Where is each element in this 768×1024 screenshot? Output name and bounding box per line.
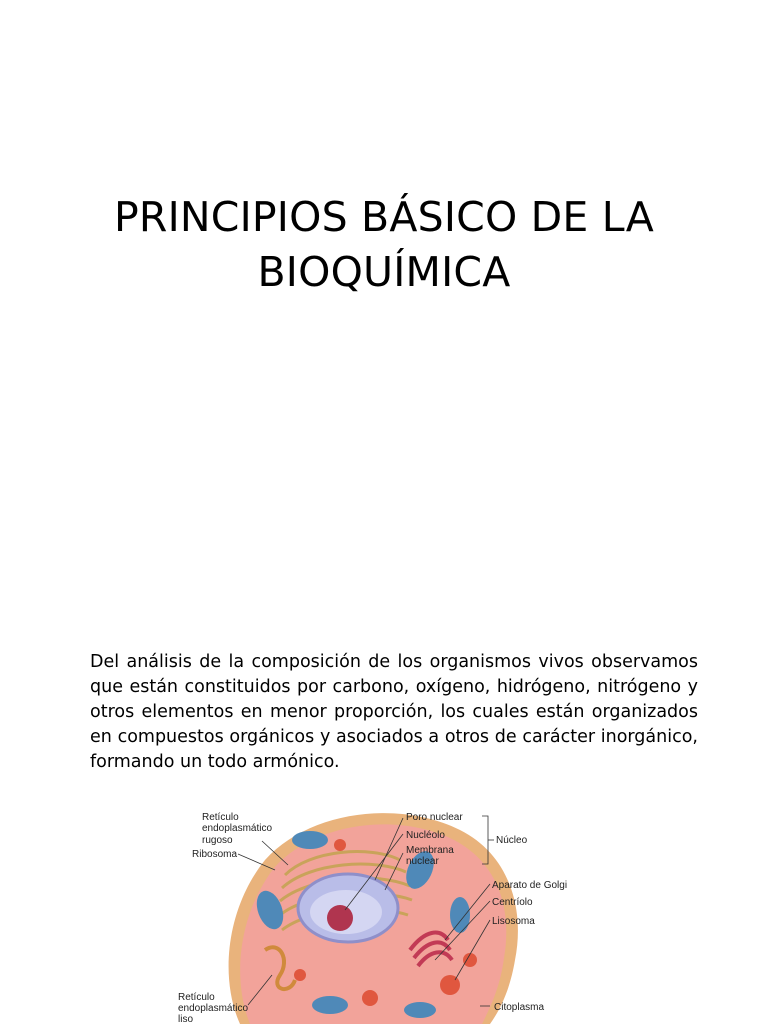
title-line-1: PRINCIPIOS BÁSICO DE LA (113, 193, 654, 241)
label-ribosoma: Ribosoma (192, 849, 238, 860)
label-lisosoma: Lisosoma (492, 916, 535, 927)
label-reticulo-liso-1: Retículo (178, 992, 215, 1003)
label-nucleo: Núcleo (496, 835, 528, 846)
cell-illustration (170, 800, 590, 1024)
label-golgi: Aparato de Golgi (492, 880, 568, 891)
nucleolus (327, 905, 353, 931)
body-paragraph: Del análisis de la composición de los organismos vivos observamos que están constituidos por carbono, oxígeno, hidrógeno, nitrógeno y otros elementos en menor proporción, los cuales están organizados en compuestos orgánicos y asociados a otros de carácter inorgánico, formando un todo armónico. (90, 651, 698, 772)
label-membrana-2: nuclear (406, 856, 439, 867)
label-reticulo-rugoso-2: endoplasmático (202, 823, 273, 834)
label-poro-nuclear: Poro nuclear (406, 812, 463, 823)
label-centriolo: Centríolo (492, 897, 533, 908)
label-nucleolo: Nucléolo (406, 830, 445, 841)
label-reticulo-liso-3: liso (178, 1014, 194, 1024)
cell-diagram (170, 800, 590, 1024)
label-reticulo-liso-2: endoplasmático (178, 1003, 249, 1014)
label-reticulo-rugoso-3: rugoso (202, 835, 233, 846)
title-line-2: BIOQUÍMICA (257, 248, 511, 296)
label-reticulo-rugoso-1: Retículo (202, 812, 239, 823)
slide-title (84, 190, 684, 300)
label-membrana-1: Membrana (406, 845, 454, 856)
label-citoplasma: Citoplasma (494, 1002, 545, 1013)
